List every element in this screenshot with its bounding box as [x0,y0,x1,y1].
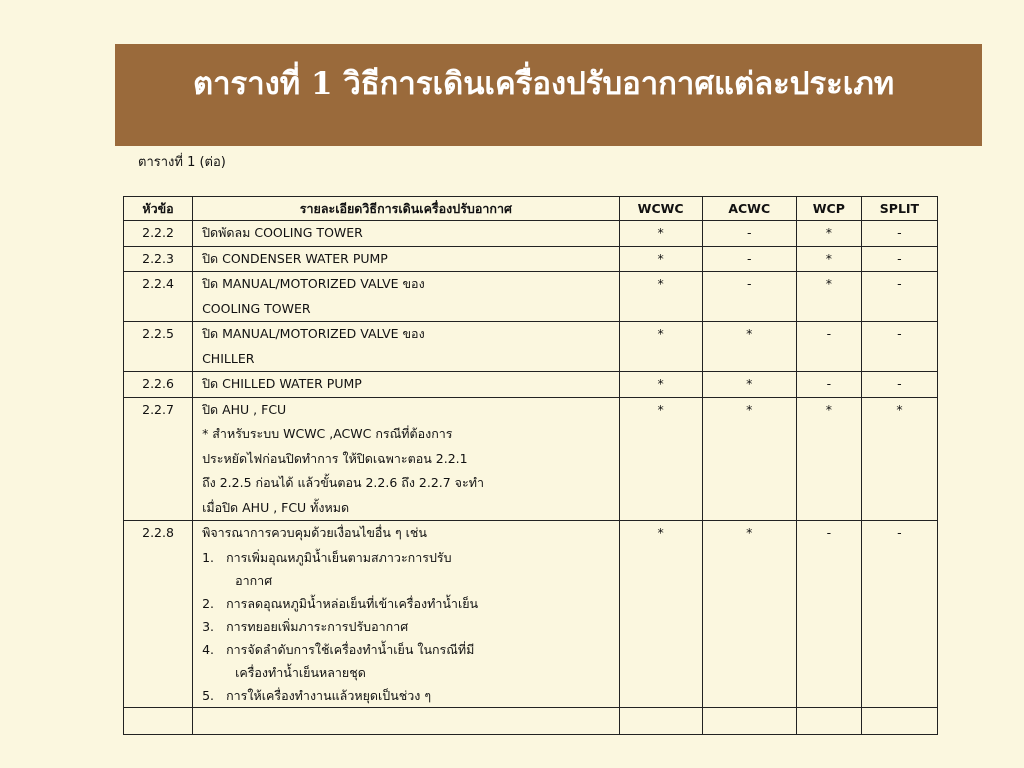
mark-wcp: * [825,276,832,291]
item-text: การจัดลำดับการใช้เครื่องทำน้ำเย็น ในกรณีที่มี [226,641,475,657]
mark-cell-split [861,246,937,272]
mark-cell-wcp [796,521,861,708]
description-line: เมื่อปิด AHU , FCU ทั้งหมด [202,499,350,515]
header-description: รายละเอียดวิธีการเดินเครื่องปรับอากาศ [193,197,620,221]
operation-table [123,196,938,735]
description-line: ปิด CONDENSER WATER PUMP [202,250,388,266]
mark-cell-acwc [702,372,796,398]
row-topic-cell [124,322,193,372]
mark-split: - [897,376,902,391]
item-continuation: อากาศ [235,572,273,588]
mark-cell-acwc [702,397,796,521]
description-line: ปิดพัดลม COOLING TOWER [202,225,363,240]
mark-cell-acwc [702,322,796,372]
empty-cell [193,707,620,734]
mark-wcwc: * [657,276,664,291]
empty-cell [124,707,193,734]
mark-acwc: - [746,225,752,240]
header-acwc: ACWC [702,197,796,221]
mark-acwc: * [746,376,753,391]
mark-cell-acwc [702,521,796,708]
description-line: CHILLER [202,350,255,366]
mark-wcp: * [825,250,832,266]
description-line: ถึง 2.2.5 ก่อนได้ แล้วขั้นตอน 2.2.6 ถึง 2.2.7 จะทำ [202,475,484,490]
description-line: ปิด MANUAL/MOTORIZED VALVE ของ [202,326,425,341]
empty-row [124,707,938,734]
header-topic: หัวข้อ [124,197,193,221]
mark-cell-wcp [796,221,861,247]
mark-wcwc: * [657,225,664,240]
header-wcp: WCP [796,197,861,221]
item-text: การลดอุณหภูมิน้ำหล่อเย็นที่เข้าเครื่องทำน้ำเย็น [226,595,479,611]
item-number: 3. [202,618,215,634]
mark-split: - [897,250,902,266]
mark-cell-wcp [796,372,861,398]
mark-cell-split [861,272,937,322]
mark-cell-wcwc [619,372,702,398]
mark-wcwc: * [657,250,664,266]
mark-cell-split [861,322,937,372]
item-number: 5. [202,687,215,703]
mark-acwc: * [746,401,753,417]
row-topic-cell [124,246,193,272]
mark-split: * [896,401,903,417]
mark-cell-wcwc [619,221,702,247]
mark-wcwc: * [657,326,664,341]
row-topic-cell [124,221,193,247]
row-description-cell [193,246,620,272]
mark-acwc: * [746,525,753,540]
row-topic-code: 2.2.4 [142,276,174,291]
mark-wcp: * [825,401,832,417]
item-text: การเพิ่มอุณหภูมิน้ำเย็นตามสภาวะการปรับ [226,549,452,565]
mark-wcp: - [826,326,832,341]
mark-wcwc: * [657,401,664,417]
row-topic-cell [124,372,193,398]
mark-wcp: - [826,376,832,391]
table-row [124,372,938,398]
row-topic-code: 2.2.3 [142,250,174,266]
mark-cell-split [861,221,937,247]
mark-cell-split [861,521,937,708]
mark-cell-wcwc [619,397,702,521]
row-topic-code: 2.2.5 [142,326,174,341]
mark-split: - [897,225,902,240]
numbered-item [193,684,619,707]
table-row [124,221,938,247]
item-number: 4. [202,641,215,657]
row-description-cell [193,521,620,708]
item-number: 1. [202,549,215,565]
mark-cell-acwc [702,221,796,247]
mark-cell-split [861,372,937,398]
row-topic-cell [124,272,193,322]
item-text: การให้เครื่องทำงานแล้วหยุดเป็นช่วง ๆ [226,687,432,703]
mark-acwc: * [746,326,753,341]
description-line: COOLING TOWER [202,300,311,316]
numbered-item [193,546,619,569]
mark-wcp: - [826,525,832,540]
title-banner [115,44,982,146]
row-topic-code: 2.2.2 [142,225,174,240]
mark-acwc: - [746,276,752,291]
mark-cell-wcp [796,397,861,521]
description-line: พิจารณาการควบคุมด้วยเงื่อนไขอื่น ๆ เช่น [202,525,427,540]
table-row [124,397,938,521]
table-row [124,246,938,272]
row-topic-code: 2.2.8 [142,525,174,540]
row-description-cell [193,322,620,372]
item-continuation: เครื่องทำน้ำเย็นหลายชุด [235,664,366,680]
mark-cell-wcp [796,272,861,322]
mark-cell-wcp [796,246,861,272]
row-description-cell [193,372,620,398]
numbered-item [193,638,619,661]
mark-wcp: * [825,225,832,240]
mark-cell-split [861,397,937,521]
numbered-item [193,615,619,638]
mark-split: - [897,326,902,341]
row-topic-code: 2.2.7 [142,401,174,417]
empty-cell [796,707,861,734]
item-text: การทยอยเพิ่มภาระการปรับอากาศ [226,618,409,634]
header-wcwc: WCWC [619,197,702,221]
table-row [124,322,938,372]
mark-cell-wcp [796,322,861,372]
header-split: SPLIT [861,197,937,221]
table-row [124,521,938,708]
row-topic-cell [124,521,193,708]
mark-cell-wcwc [619,521,702,708]
mark-wcwc: * [657,376,664,391]
mark-acwc: - [746,250,752,266]
description-line: ปิด CHILLED WATER PUMP [202,376,362,391]
description-line: ปิด AHU , FCU [202,401,287,417]
mark-wcwc: * [657,525,664,540]
empty-cell [702,707,796,734]
row-description-cell [193,221,620,247]
table-caption: ตารางที่ 1 (ต่อ) [138,155,226,170]
row-description-cell [193,272,620,322]
numbered-item [193,592,619,615]
description-line: * สำหรับระบบ WCWC ,ACWC กรณีที่ต้องการ [202,426,453,441]
mark-split: - [897,525,902,540]
row-topic-cell [124,397,193,521]
row-description-cell [193,397,620,521]
mark-cell-acwc [702,272,796,322]
page-title: ตารางที่ 1 วิธีการเดินเครื่องปรับอากาศแต่ละประเภท [193,66,895,102]
empty-cell [861,707,937,734]
row-topic-code: 2.2.6 [142,376,174,391]
table-header-row [124,197,938,221]
table-row [124,272,938,322]
description-line: ประหยัดไฟก่อนปิดทำการ ให้ปิดเฉพาะตอน 2.2.1 [202,450,468,466]
mark-cell-wcwc [619,322,702,372]
description-line: ปิด MANUAL/MOTORIZED VALVE ของ [202,276,425,291]
item-number: 2. [202,595,215,611]
mark-split: - [897,276,902,291]
empty-cell [619,707,702,734]
mark-cell-wcwc [619,272,702,322]
mark-cell-acwc [702,246,796,272]
mark-cell-wcwc [619,246,702,272]
